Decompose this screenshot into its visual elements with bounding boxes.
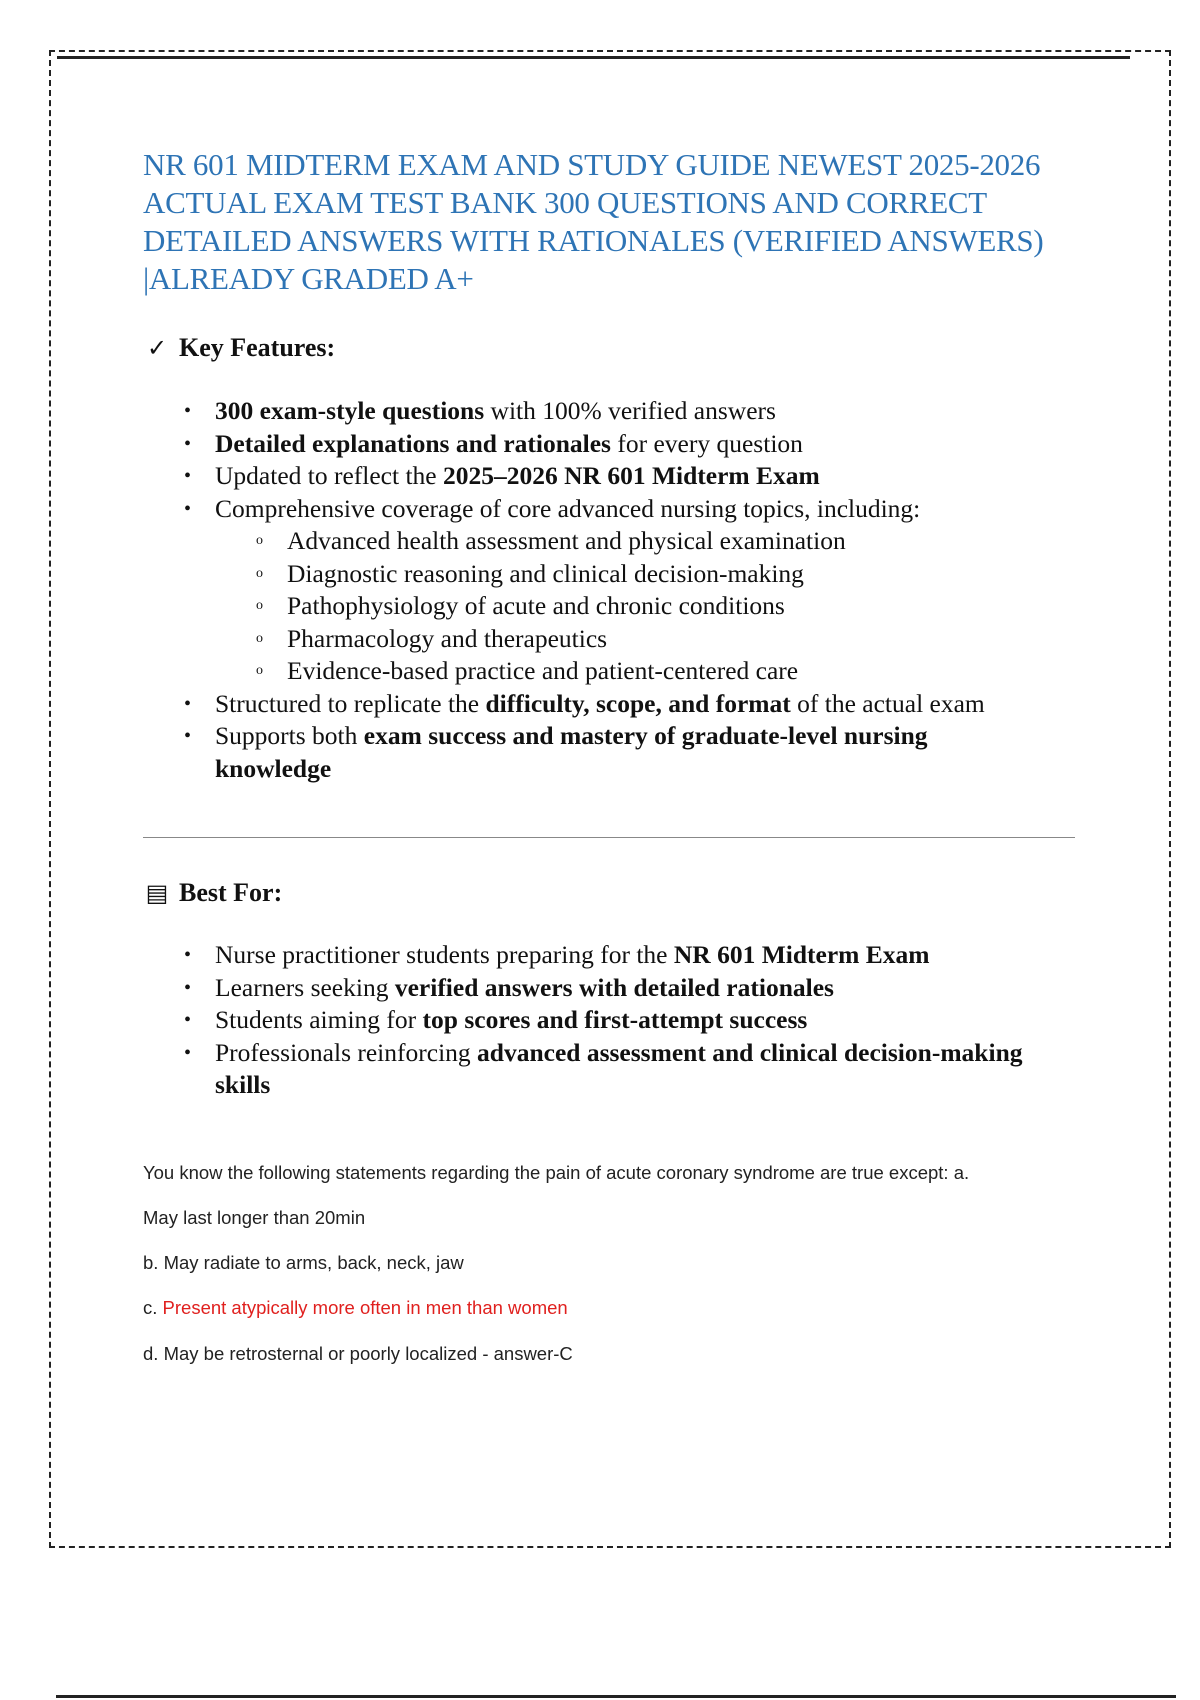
list-item: • Nurse practitioner students preparing for the NR 601 Midterm Exam bbox=[184, 939, 1084, 972]
top-rule bbox=[57, 56, 1130, 59]
best-for-heading bbox=[143, 878, 282, 908]
list-item: • Updated to reflect the 2025–2026 NR 601 Midterm Exam bbox=[184, 460, 1084, 493]
sub-list-item: o Diagnostic reasoning and clinical decision-making bbox=[184, 558, 1084, 591]
list-item: • 300 exam-style questions with 100% verified answers bbox=[184, 395, 1084, 428]
best-for-list bbox=[184, 939, 1084, 1102]
list-item: • Detailed explanations and rationales for every question bbox=[184, 428, 1084, 461]
list-item: • Learners seeking verified answers with detailed rationales bbox=[184, 972, 1084, 1005]
bottom-rule bbox=[56, 1695, 1176, 1698]
list-item: • Students aiming for top scores and first-attempt success bbox=[184, 1004, 1084, 1037]
sub-list-item: o Evidence-based practice and patient-centered care bbox=[184, 655, 1084, 688]
option-a: May last longer than 20min bbox=[143, 1207, 366, 1228]
option-c: c. Present atypically more often in men than women bbox=[143, 1297, 568, 1318]
option-b: b. May radiate to arms, back, neck, jaw bbox=[143, 1252, 464, 1273]
sub-list-item: o Pathophysiology of acute and chronic conditions bbox=[184, 590, 1084, 623]
heading-text: Best For: bbox=[179, 878, 283, 907]
list-icon: ▤ bbox=[145, 880, 169, 907]
key-features-list bbox=[184, 395, 1084, 785]
correct-answer-text: Present atypically more often in men than women bbox=[162, 1297, 568, 1318]
check-mark-icon: ✓ bbox=[146, 335, 168, 362]
key-features-heading bbox=[143, 333, 335, 363]
list-item: • Comprehensive coverage of core advanced nursing topics, including: bbox=[184, 493, 1084, 526]
sub-list-item: o Advanced health assessment and physical examination bbox=[184, 525, 1084, 558]
heading-text: Key Features: bbox=[179, 333, 336, 362]
list-item: • Supports both exam success and mastery of graduate-level nursing knowledge bbox=[184, 720, 975, 785]
option-d: d. May be retrosternal or poorly localized - answer-C bbox=[143, 1343, 573, 1364]
divider bbox=[143, 837, 1075, 838]
question-stem: You know the following statements regarding the pain of acute coronary syndrome are true except: a. bbox=[143, 1162, 970, 1183]
sub-list-item: o Pharmacology and therapeutics bbox=[184, 623, 1084, 656]
document-title: NR 601 MIDTERM EXAM AND STUDY GUIDE NEWEST 2025-2026 ACTUAL EXAM TEST BANK 300 QUESTIONS AND CORRECT DETAILED ANSWERS WITH RATIONALES (VERIFIED ANSWERS) |ALREADY GRADED A+ bbox=[143, 147, 1044, 296]
list-item: • Professionals reinforcing advanced assessment and clinical decision-making skills bbox=[184, 1037, 1035, 1102]
list-item: • Structured to replicate the difficulty, scope, and format of the actual exam bbox=[184, 688, 1084, 721]
